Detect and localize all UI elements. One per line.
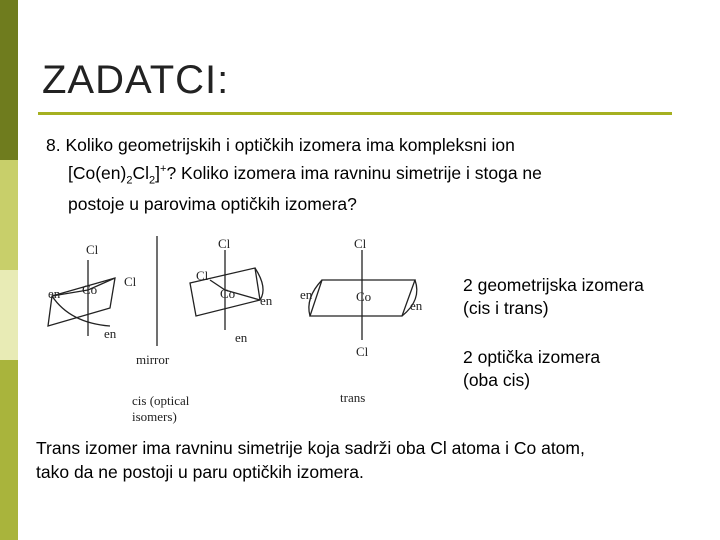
label-cl-top: Cl: [218, 236, 231, 251]
formula-subscript: 2: [149, 174, 156, 187]
label-en-left: en: [300, 287, 313, 302]
label-en-bottom: en: [104, 326, 117, 341]
label-trans: trans: [340, 390, 366, 405]
label-en-right: en: [260, 293, 273, 308]
answer-geometric-line-1: 2 geometrijska izomera: [463, 275, 644, 295]
accent-bar-pale: [0, 270, 18, 360]
label-cis-line-2: isomers): [132, 409, 177, 424]
accent-bar-mid: [0, 360, 18, 540]
label-cis-line-1: cis (optical: [132, 393, 190, 408]
slide-title: ZADATCI:: [42, 58, 230, 102]
label-co: Co: [220, 286, 236, 301]
accent-bar-light: [0, 160, 18, 270]
label-cl-left: Cl: [196, 268, 209, 283]
answer-geometric: [463, 274, 644, 320]
question-rest: ? Koliko izomera ima ravninu simetrije i stoga ne: [166, 162, 542, 183]
label-mirror: mirror: [136, 352, 170, 367]
question-line-1: 8. Koliko geometrijskih i optičkih izomera ima kompleksni ion: [46, 135, 515, 155]
formula-part: ]: [155, 162, 161, 183]
label-en-left: en: [48, 286, 61, 301]
label-en-right: en: [410, 298, 423, 313]
accent-bar-dark: [0, 0, 18, 160]
formula-part: Cl: [132, 162, 150, 183]
answer-optical: [463, 346, 600, 392]
conclusion-line-2: tako da ne postoji u paru optičkih izomera.: [36, 462, 364, 482]
label-cl-top: Cl: [86, 242, 99, 257]
isomer-diagram: [30, 228, 455, 433]
answer-geometric-line-2: (cis i trans): [463, 298, 549, 318]
label-co: Co: [356, 289, 372, 304]
question-text: [46, 133, 666, 216]
label-co: Co: [82, 282, 98, 297]
answer-optical-line-2: (oba cis): [463, 370, 531, 390]
title-underline: [38, 112, 672, 115]
label-en-bottom: en: [235, 330, 248, 345]
label-cl-bottom: Cl: [356, 344, 369, 359]
formula-subscript: 2: [126, 174, 133, 187]
conclusion-text: [36, 436, 696, 484]
question-line-3: postoje u parovima optičkih izomera?: [68, 194, 357, 215]
answer-optical-line-1: 2 optička izomera: [463, 347, 601, 367]
conclusion-line-1: Trans izomer ima ravninu simetrije koja sadrži oba Cl atoma i Co atom,: [36, 438, 585, 458]
formula-part: [Co(en): [68, 162, 127, 183]
question-line-2: [46, 157, 666, 192]
label-cl-top: Cl: [354, 236, 367, 251]
label-cl-right: Cl: [124, 274, 137, 289]
formula-charge: +: [160, 163, 167, 175]
